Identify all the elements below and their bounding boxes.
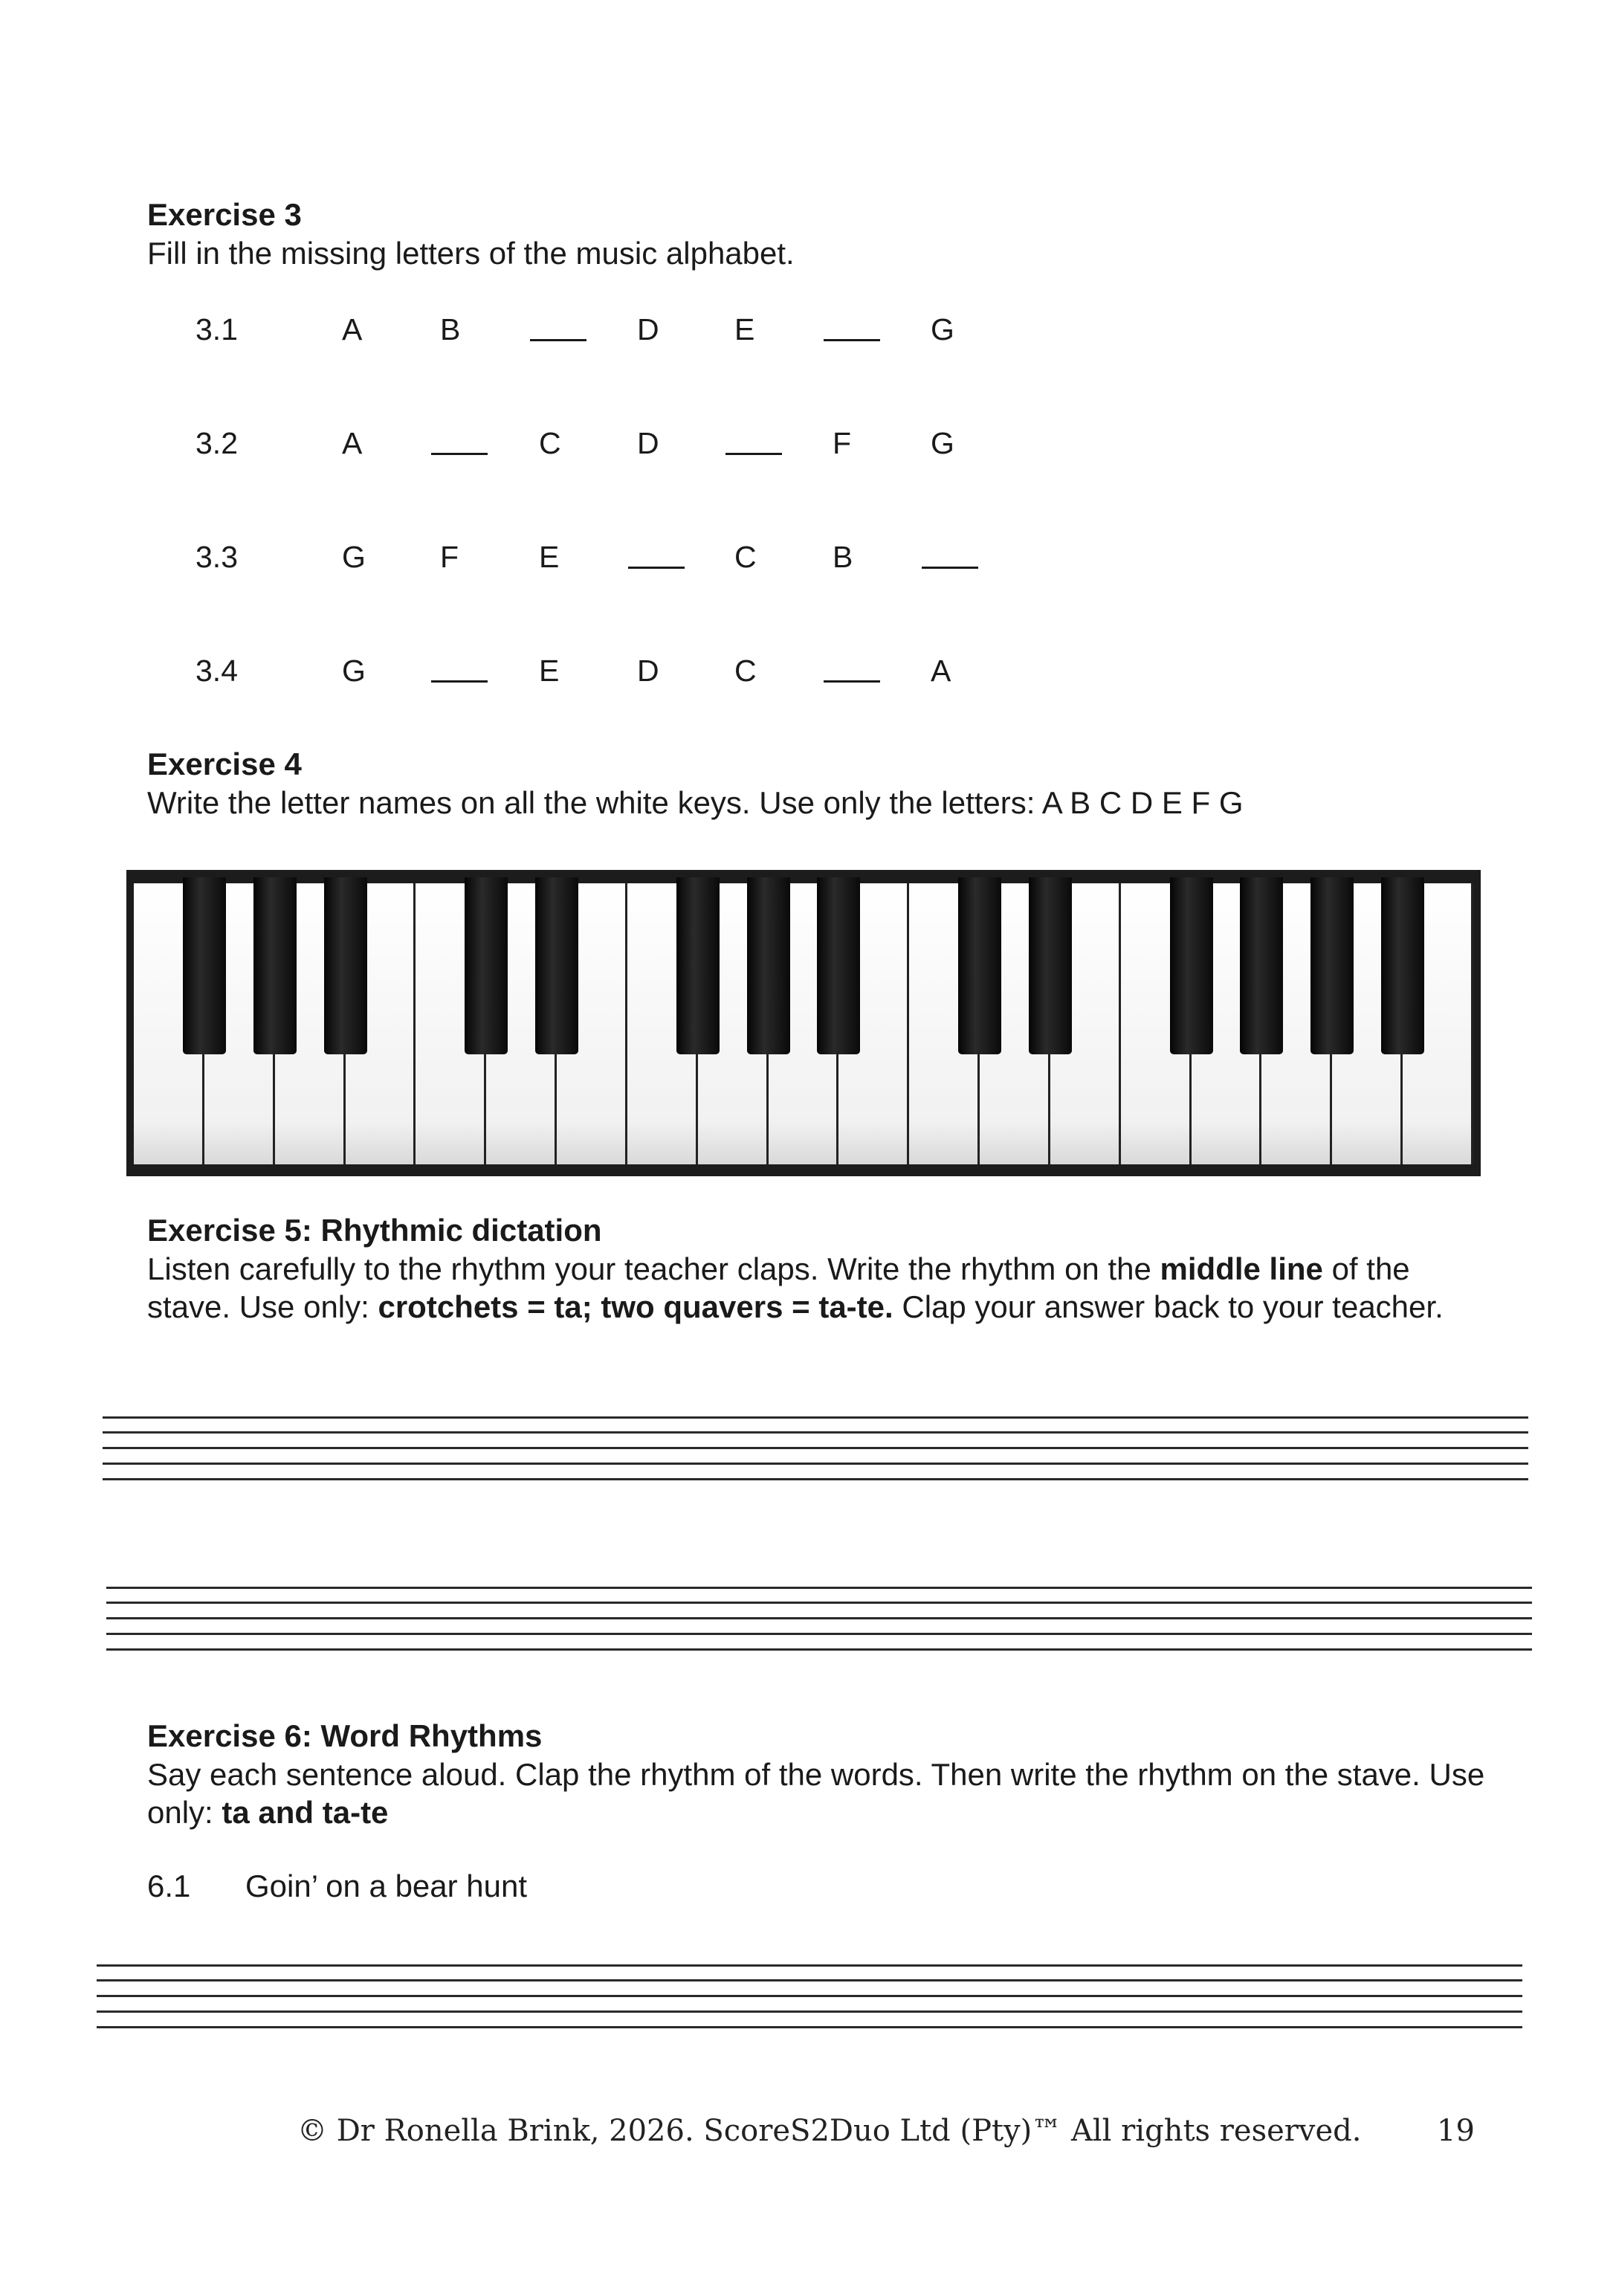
music-stave-1[interactable] <box>103 1416 1528 1483</box>
alphabet-letter: A <box>931 654 951 688</box>
exercise-3-title: Exercise 3 <box>147 197 302 232</box>
row-number: 3.1 <box>195 312 238 346</box>
black-key[interactable] <box>1029 877 1072 1054</box>
exercise-3-instruction: Fill in the missing letters of the music alphabet. <box>147 236 795 271</box>
item-number-6-1: 6.1 <box>147 1868 191 1903</box>
page-number: 19 <box>1437 2114 1475 2148</box>
piano-keyboard <box>126 870 1481 1176</box>
alphabet-letter: B <box>833 540 853 574</box>
alphabet-letter: D <box>637 426 659 460</box>
black-key[interactable] <box>1170 877 1213 1054</box>
black-key[interactable] <box>1310 877 1354 1054</box>
row-number: 3.2 <box>195 426 238 460</box>
alphabet-letter: E <box>539 540 560 574</box>
exercise-3-row <box>0 311 1616 348</box>
exercise-4-title: Exercise 4 <box>147 746 302 781</box>
alphabet-letter: D <box>637 654 659 688</box>
exercise-5-title: Exercise 5: Rhythmic dictation <box>147 1213 602 1248</box>
alphabet-letter: G <box>342 654 366 688</box>
answer-blank[interactable] <box>824 680 880 683</box>
answer-blank[interactable] <box>431 680 488 683</box>
black-key[interactable] <box>1240 877 1283 1054</box>
black-key[interactable] <box>1381 877 1424 1054</box>
exercise-3-row <box>0 538 1616 575</box>
alphabet-letter: E <box>539 654 560 688</box>
black-key[interactable] <box>253 877 297 1054</box>
answer-blank[interactable] <box>725 453 782 455</box>
alphabet-letter: G <box>931 312 954 346</box>
emphasis-middle-line: middle line <box>1160 1251 1323 1286</box>
exercise-6-title: Exercise 6: Word Rhythms <box>147 1718 543 1753</box>
emphasis-note-values: crotchets = ta; two quavers = ta-te. <box>378 1289 893 1324</box>
alphabet-letter: D <box>637 312 659 346</box>
music-stave-2[interactable] <box>106 1587 1532 1654</box>
black-key[interactable] <box>817 877 860 1054</box>
answer-blank[interactable] <box>922 567 978 569</box>
exercise-5-instruction: Listen carefully to the rhythm your teacher claps. Write the rhythm on the middle line of the stave. Use only: crotchets = ta; two quavers = ta-te. Clap your answer back to your teacher. <box>147 1251 1444 1324</box>
copyright-notice: © Dr Ronella Brink, 2026. ScoreS2Duo Ltd (Pty)™ All rights reserved. <box>297 2114 1362 2148</box>
music-stave-3[interactable] <box>97 1964 1522 2031</box>
alphabet-letter: B <box>440 312 461 346</box>
alphabet-letter: C <box>734 540 757 574</box>
answer-blank[interactable] <box>628 567 685 569</box>
alphabet-letter: G <box>931 426 954 460</box>
alphabet-letter: A <box>342 426 363 460</box>
emphasis-ta-tate: ta and ta-te <box>222 1795 389 1830</box>
black-key[interactable] <box>676 877 720 1054</box>
alphabet-letter: C <box>734 654 757 688</box>
alphabet-letter: F <box>440 540 459 574</box>
row-number: 3.3 <box>195 540 238 574</box>
black-key[interactable] <box>535 877 578 1054</box>
black-key[interactable] <box>958 877 1001 1054</box>
answer-blank[interactable] <box>824 339 880 341</box>
black-key[interactable] <box>747 877 790 1054</box>
answer-blank[interactable] <box>530 339 586 341</box>
exercise-3-row <box>0 652 1616 689</box>
alphabet-letter: F <box>833 426 852 460</box>
exercise-3-row <box>0 425 1616 462</box>
answer-blank[interactable] <box>431 453 488 455</box>
black-key[interactable] <box>324 877 367 1054</box>
alphabet-letter: A <box>342 312 363 346</box>
alphabet-letter: E <box>734 312 755 346</box>
black-key[interactable] <box>183 877 226 1054</box>
row-number: 3.4 <box>195 654 238 688</box>
exercise-6-instruction: Say each sentence aloud. Clap the rhythm of the words. Then write the rhythm on the stave. Use only: ta and ta-te <box>147 1757 1485 1830</box>
exercise-4-instruction: Write the letter names on all the white keys. Use only the letters: A B C D E F G <box>147 785 1244 820</box>
alphabet-letter: C <box>539 426 561 460</box>
alphabet-letter: G <box>342 540 366 574</box>
item-text-6-1: Goin’ on a bear hunt <box>245 1868 528 1903</box>
black-key[interactable] <box>465 877 508 1054</box>
